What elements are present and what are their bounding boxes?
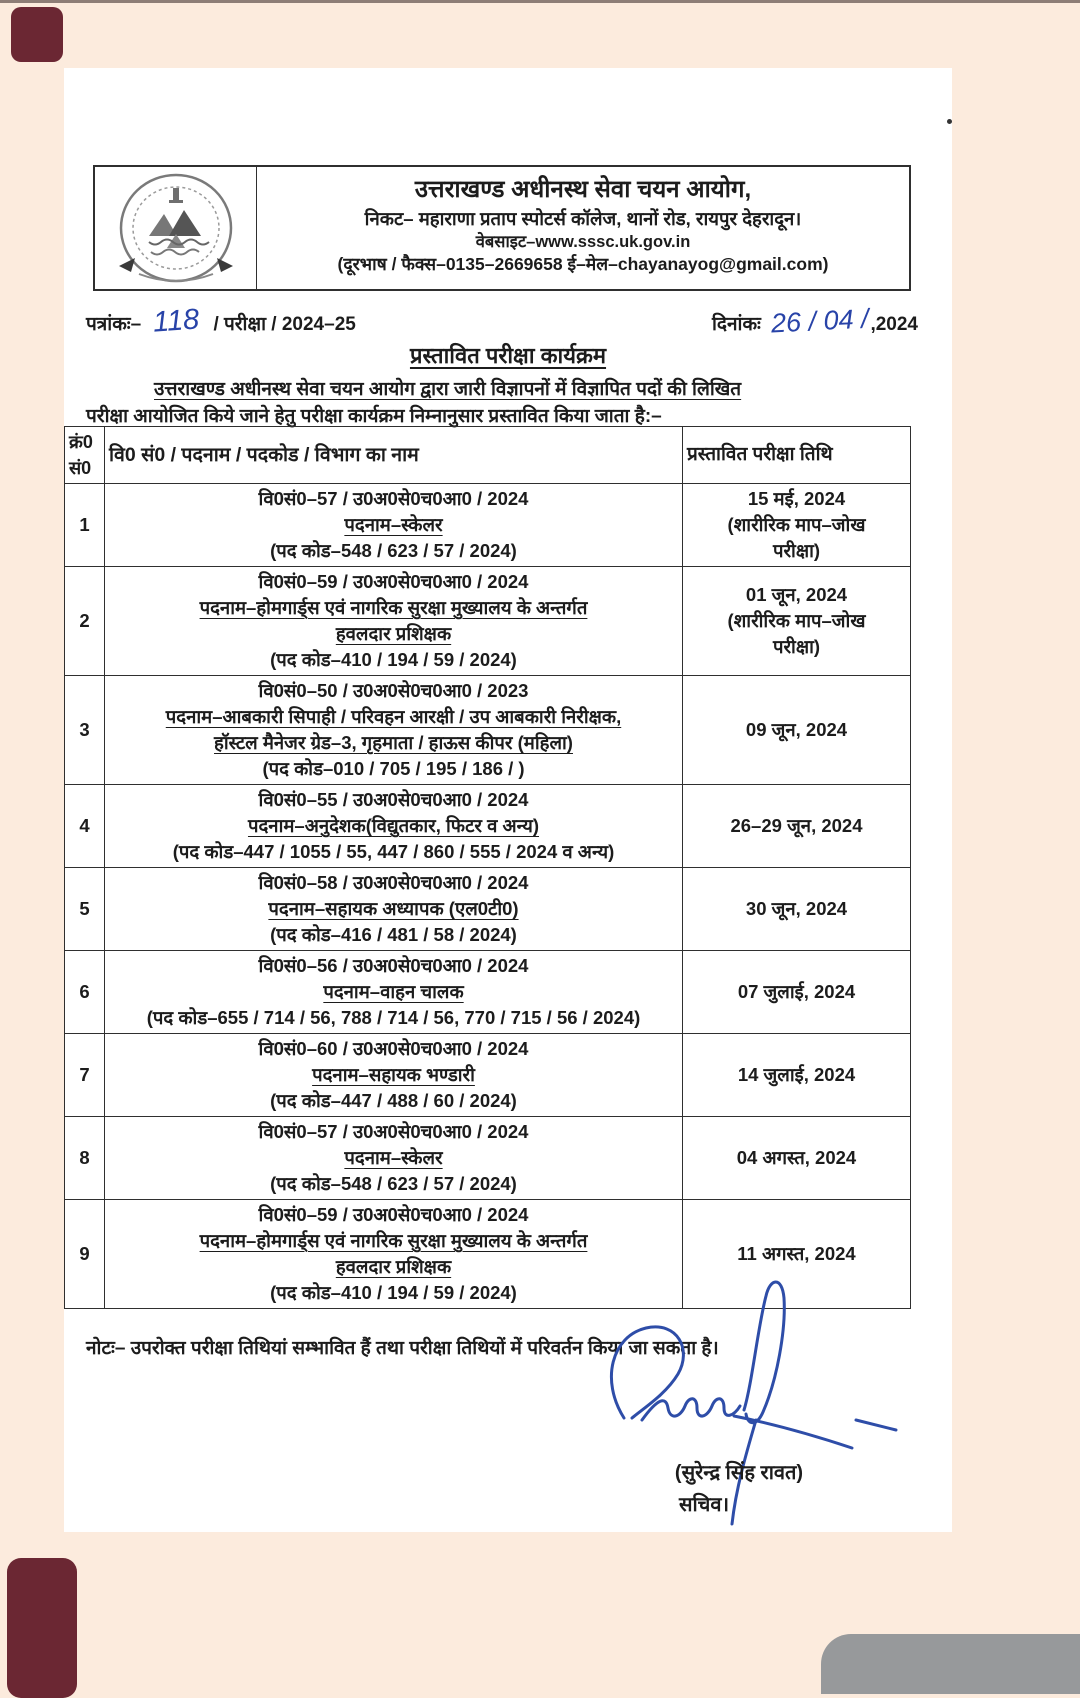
description-line: वि0सं0–59 / उ0अ0से0च0आ0 / 2024 — [258, 1204, 529, 1225]
row-description — [105, 785, 683, 868]
note-text: नोटः– उपरोक्त परीक्षा तिथियां सम्भावित हैं तथा परीक्षा तिथियों में परिवर्तन किया जा सकता है। — [86, 1338, 719, 1359]
description-line: वि0सं0–58 / उ0अ0से0च0आ0 / 2024 — [258, 872, 529, 893]
description-line: वि0सं0–59 / उ0अ0से0च0आ0 / 2024 — [258, 571, 529, 592]
exam-date-line: (शारीरिक माप–जोख — [727, 610, 866, 631]
header-serial-line1: क्रं0 — [69, 432, 93, 452]
row-description — [105, 1034, 683, 1117]
exam-date-line: (शारीरिक माप–जोख — [727, 514, 866, 535]
row-exam-date — [683, 1034, 911, 1117]
screen-top-edge — [0, 0, 1080, 3]
description-line: पदनाम–सहायक भण्डारी — [312, 1064, 475, 1085]
description-line: पदनाम–स्केलर — [344, 514, 443, 535]
description-line: पदनाम–स्केलर — [344, 1147, 443, 1168]
table-row — [65, 484, 911, 567]
table-row — [65, 676, 911, 785]
scrollbar-thumb[interactable] — [821, 1634, 1080, 1694]
table-row — [65, 868, 911, 951]
schedule-table-body — [65, 484, 911, 1309]
row-exam-date — [683, 567, 911, 676]
row-exam-date — [683, 951, 911, 1034]
description-line: हवलदार प्रशिक्षक — [335, 623, 452, 644]
description-line: (पद कोड–447 / 488 / 60 / 2024) — [270, 1090, 517, 1111]
org-name: उत्तराखण्ड अधीनस्थ सेवा चयन आयोग, — [414, 176, 752, 203]
row-exam-date — [683, 1117, 911, 1200]
description-line: (पद कोड–548 / 623 / 57 / 2024) — [270, 1173, 517, 1194]
row-serial: 2 — [65, 567, 105, 676]
description-line: पदनाम–होमगार्ड्स एवं नागरिक सुरक्षा मुख्यालय के अन्तर्गत — [199, 597, 588, 618]
exam-date-line: 15 मई, 2024 — [747, 488, 846, 509]
table-row — [65, 1034, 911, 1117]
intro-line-1: उत्तराखण्ड अधीनस्थ सेवा चयन आयोग द्वारा जारी विज्ञापनों में विज्ञापित पदों की लिखित — [154, 379, 742, 400]
description-line: वि0सं0–55 / उ0अ0से0च0आ0 / 2024 — [258, 789, 529, 810]
table-header-row — [65, 427, 911, 484]
description-line: वि0सं0–57 / उ0अ0से0च0आ0 / 2024 — [258, 1121, 529, 1142]
description-line: (पद कोड–416 / 481 / 58 / 2024) — [270, 924, 517, 945]
header-exam-date: प्रस्तावित परीक्षा तिथि — [683, 427, 911, 484]
row-description — [105, 484, 683, 567]
row-exam-date — [683, 868, 911, 951]
description-line: पदनाम–सहायक अध्यापक (एल0टी0) — [268, 898, 519, 919]
signatory-designation: सचिव। — [678, 1494, 730, 1516]
row-exam-date — [683, 484, 911, 567]
letterhead-text — [257, 167, 909, 289]
exam-schedule-table — [64, 426, 911, 1309]
description-line: वि0सं0–50 / उ0अ0से0च0आ0 / 2023 — [258, 680, 529, 701]
table-row — [65, 785, 911, 868]
intro-paragraph — [86, 376, 918, 430]
row-description — [105, 868, 683, 951]
exam-date-line: 07 जुलाई, 2024 — [737, 981, 856, 1002]
description-line: (पद कोड–548 / 623 / 57 / 2024) — [270, 540, 517, 561]
row-serial: 3 — [65, 676, 105, 785]
letter-number-handwritten: 118 — [152, 303, 201, 339]
description-line: वि0सं0–57 / उ0अ0से0च0आ0 / 2024 — [258, 488, 529, 509]
exam-date-line: 30 जून, 2024 — [745, 898, 848, 919]
header-description: वि0 सं0 / पदनाम / पदकोड / विभाग का नाम — [105, 427, 683, 484]
org-website: वेबसाइट–www.sssc.uk.gov.in — [475, 233, 691, 252]
description-line: (पद कोड–655 / 714 / 56, 788 / 714 / 56, 770 / 715 / 56 / 2024) — [146, 1007, 641, 1028]
row-serial: 4 — [65, 785, 105, 868]
exam-date-line: परीक्षा) — [772, 540, 821, 561]
date-year: ,2024 — [870, 314, 918, 335]
document-title: प्रस्तावित परीक्षा कार्यक्रम — [409, 343, 607, 368]
description-line: हवलदार प्रशिक्षक — [335, 1256, 452, 1277]
org-address: निकट– महाराणा प्रताप स्पोटर्स कॉलेज, थानों रोड, रायपुर देहरादून। — [364, 208, 802, 229]
description-line: (पद कोड–447 / 1055 / 55, 447 / 860 / 555 / 2024 व अन्य) — [172, 841, 615, 862]
description-line: (पद कोड–010 / 705 / 195 / 186 / ) — [262, 758, 525, 779]
seal-emblem-icon — [111, 170, 241, 286]
row-exam-date — [683, 785, 911, 868]
row-serial: 5 — [65, 868, 105, 951]
row-description — [105, 567, 683, 676]
signature-ink — [584, 1268, 904, 1528]
row-exam-date — [683, 676, 911, 785]
row-serial: 9 — [65, 1200, 105, 1309]
description-line: (पद कोड–410 / 194 / 59 / 2024) — [270, 649, 517, 670]
scan-speck — [947, 119, 952, 124]
row-serial: 6 — [65, 951, 105, 1034]
scanned-document — [64, 68, 952, 1532]
description-line: वि0सं0–56 / उ0अ0से0च0आ0 / 2024 — [258, 955, 529, 976]
exam-date-line: 11 अगस्त, 2024 — [737, 1243, 856, 1264]
top-left-corner-block — [11, 7, 63, 62]
intro-line-2: परीक्षा आयोजित किये जाने हेतु परीक्षा कार्यक्रम निम्नानुसार प्रस्तावित किया जाता है:– — [86, 406, 662, 427]
exam-date-line: 01 जून, 2024 — [745, 584, 848, 605]
row-description — [105, 1117, 683, 1200]
letterhead-box — [93, 165, 911, 291]
org-contact: (दूरभाष / फैक्स–0135–2669658 ई–मेल–chayanayog@gmail.com) — [337, 253, 829, 274]
exam-date-line: 26–29 जून, 2024 — [730, 815, 863, 836]
row-serial: 8 — [65, 1117, 105, 1200]
description-line: वि0सं0–60 / उ0अ0से0च0आ0 / 2024 — [258, 1038, 529, 1059]
exam-date-line: 14 जुलाई, 2024 — [737, 1064, 856, 1085]
header-serial — [65, 427, 105, 484]
row-description — [105, 951, 683, 1034]
commission-seal-logo — [95, 167, 257, 289]
reference-line — [86, 305, 918, 338]
table-row — [65, 1117, 911, 1200]
exam-date-line: परीक्षा) — [772, 636, 821, 657]
date-label: दिनांकः — [711, 314, 761, 335]
row-serial: 7 — [65, 1034, 105, 1117]
table-row — [65, 567, 911, 676]
signatory-name: (सुरेन्द्र सिंह रावत) — [674, 1462, 804, 1484]
exam-date-line: 04 अगस्त, 2024 — [736, 1147, 857, 1168]
description-line: पदनाम–अनुदेशक(विद्युतकार, फिटर व अन्य) — [247, 815, 540, 836]
table-row — [65, 951, 911, 1034]
date-handwritten: 26 / 04 / — [770, 303, 870, 339]
exam-date-line: 09 जून, 2024 — [745, 719, 848, 740]
letter-number-label: पत्रांकः– — [86, 314, 142, 335]
description-line: (पद कोड–410 / 194 / 59 / 2024) — [270, 1282, 517, 1303]
description-line: पदनाम–वाहन चालक — [323, 981, 464, 1002]
description-line: हॉस्टल मैनेजर ग्रेड–3, गृहमाता / हाऊस कीपर (महिला) — [214, 732, 573, 753]
description-line: पदनाम–होमगार्ड्स एवं नागरिक सुरक्षा मुख्यालय के अन्तर्गत — [199, 1230, 588, 1251]
header-serial-line2: सं0 — [69, 458, 92, 478]
letter-number-suffix: / परीक्षा / 2024–25 — [213, 314, 356, 335]
row-serial: 1 — [65, 484, 105, 567]
row-description — [105, 676, 683, 785]
description-line: पदनाम–आबकारी सिपाही / परिवहन आरक्षी / उप आबकारी निरीक्षक, — [165, 706, 622, 727]
bottom-left-corner-block — [7, 1558, 77, 1698]
